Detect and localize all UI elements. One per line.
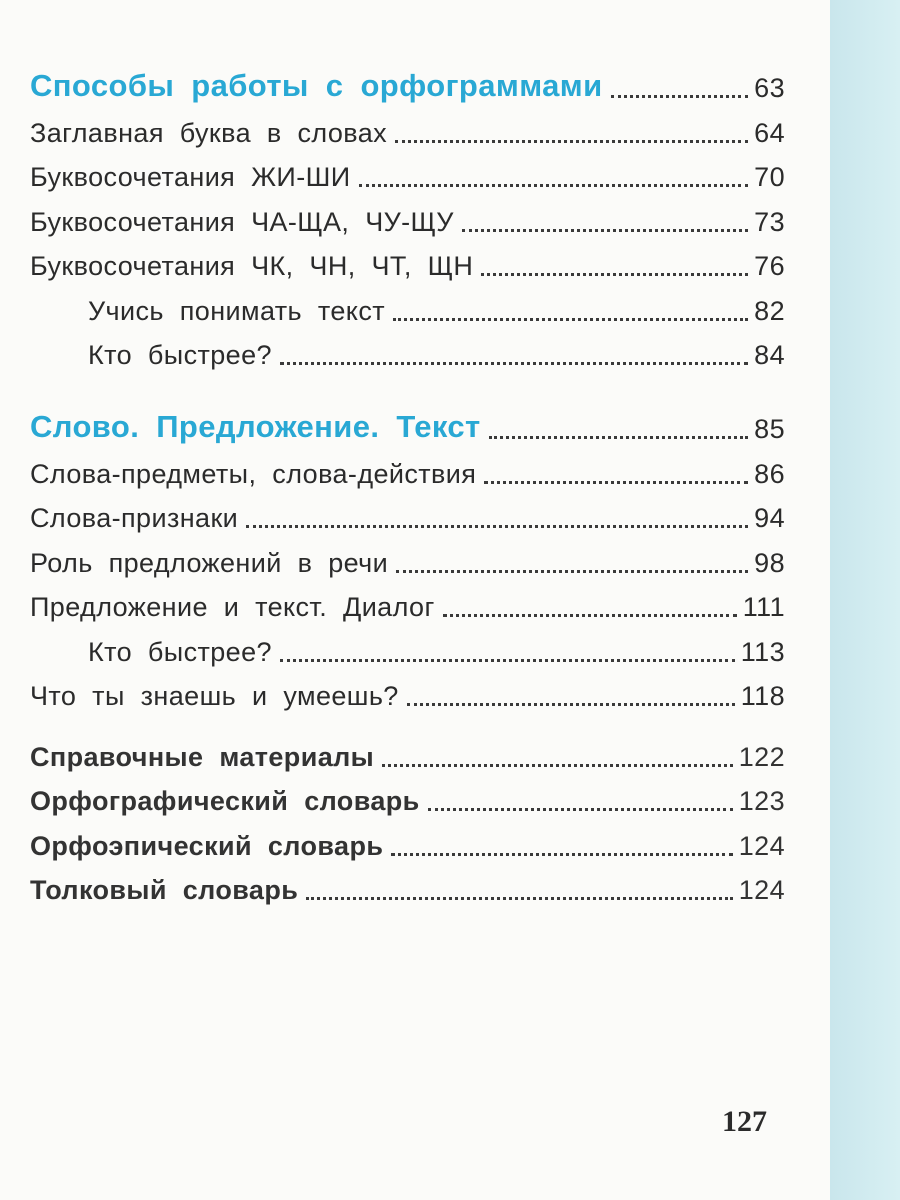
toc-leader-dots: [246, 524, 748, 528]
toc-page-number: 84: [754, 340, 785, 370]
toc-page-number: 63: [754, 73, 785, 103]
toc-entry-label: Заглавная буква в словах: [30, 117, 388, 148]
toc-page-number: 85: [754, 414, 785, 444]
toc-entry-label: Слова-признаки: [30, 503, 239, 533]
toc-appendix-entry: [30, 773, 785, 818]
toc-page-number: 76: [754, 251, 785, 281]
toc-entry-label: Буквосочетания ЧК, ЧН, ЧТ, ЩН: [30, 251, 474, 281]
toc-leader-dots: [382, 763, 733, 767]
book-edge: [830, 0, 900, 1200]
toc-page-number: 70: [754, 162, 785, 192]
toc-leader-dots: [484, 480, 748, 484]
toc-page-number: 94: [754, 503, 785, 533]
toc-entry: [30, 238, 785, 283]
toc-appendix-entry: [30, 862, 785, 907]
toc-page-number: 86: [754, 458, 785, 489]
toc-leader-dots: [489, 435, 749, 439]
toc-entry: [30, 668, 785, 713]
toc-leader-dots: [462, 228, 748, 232]
toc-section-title: Способы работы с орфограммами: [30, 68, 603, 103]
toc-leader-dots: [280, 658, 735, 662]
toc-entry: [30, 193, 785, 238]
spacer: [30, 371, 785, 399]
toc-leader-dots: [393, 317, 748, 321]
toc-leader-dots: [481, 272, 748, 276]
toc-page-number: 73: [754, 206, 785, 237]
toc-entry: [30, 282, 785, 327]
toc-page-number: 111: [742, 592, 785, 622]
toc-section-heading: [30, 399, 785, 445]
toc-page-number: 113: [740, 636, 785, 667]
toc-entry-label: Кто быстрее?: [88, 340, 272, 370]
toc-entry-label: Предложение и текст. Диалог: [30, 592, 435, 622]
toc-entry-label: Роль предложений в речи: [30, 547, 389, 578]
toc-entry: [30, 623, 785, 668]
toc-entry: [30, 445, 785, 490]
toc-page-number: 123: [738, 786, 785, 816]
toc-entry: [30, 534, 785, 579]
toc-appendix-entry: [30, 728, 785, 773]
page-number: 127: [722, 1105, 767, 1138]
toc-leader-dots: [396, 569, 748, 573]
toc-leader-dots: [359, 183, 749, 187]
toc-page-number: 124: [738, 875, 785, 905]
toc-leader-dots: [611, 94, 749, 98]
toc-entry-label: Толковый словарь: [30, 875, 299, 905]
toc-leader-dots: [280, 361, 748, 365]
toc-section-title: Слово. Предложение. Текст: [30, 409, 481, 444]
toc-leader-dots: [407, 702, 735, 706]
toc-entry-label: Учись понимать текст: [88, 295, 385, 326]
toc-entry-label: Буквосочетания ЧА-ЩА, ЧУ-ЩУ: [30, 206, 454, 237]
toc-entry: [30, 579, 785, 624]
toc-appendix-entry: [30, 817, 785, 862]
toc-page-number: 64: [754, 117, 785, 148]
toc-page-number: 122: [738, 741, 785, 772]
spacer: [30, 712, 785, 728]
toc-entry-label: Кто быстрее?: [88, 636, 272, 667]
toc-entry: [30, 490, 785, 535]
toc-leader-dots: [428, 807, 733, 811]
toc-leader-dots: [391, 852, 732, 856]
toc-entry-label: Справочные материалы: [30, 741, 375, 772]
toc-page-number: 98: [754, 547, 785, 578]
toc-section-heading: [30, 58, 785, 104]
toc-entry-label: Слова-предметы, слова-действия: [30, 458, 477, 489]
toc-entry-label: Что ты знаешь и умеешь?: [30, 681, 399, 711]
toc-entry: [30, 149, 785, 194]
toc-entry-label: Орфографический словарь: [30, 786, 420, 816]
toc-page-number: 124: [738, 830, 785, 861]
toc-leader-dots: [306, 896, 733, 900]
table-of-contents: [30, 58, 785, 906]
toc-page-number: 82: [754, 295, 785, 326]
toc-leader-dots: [395, 139, 748, 143]
toc-page-number: 118: [740, 681, 785, 711]
toc-leader-dots: [443, 613, 737, 617]
toc-entry-label: Орфоэпический словарь: [30, 830, 384, 861]
toc-entry: [30, 327, 785, 372]
toc-entry: [30, 104, 785, 149]
toc-entry-label: Буквосочетания ЖИ-ШИ: [30, 162, 351, 192]
